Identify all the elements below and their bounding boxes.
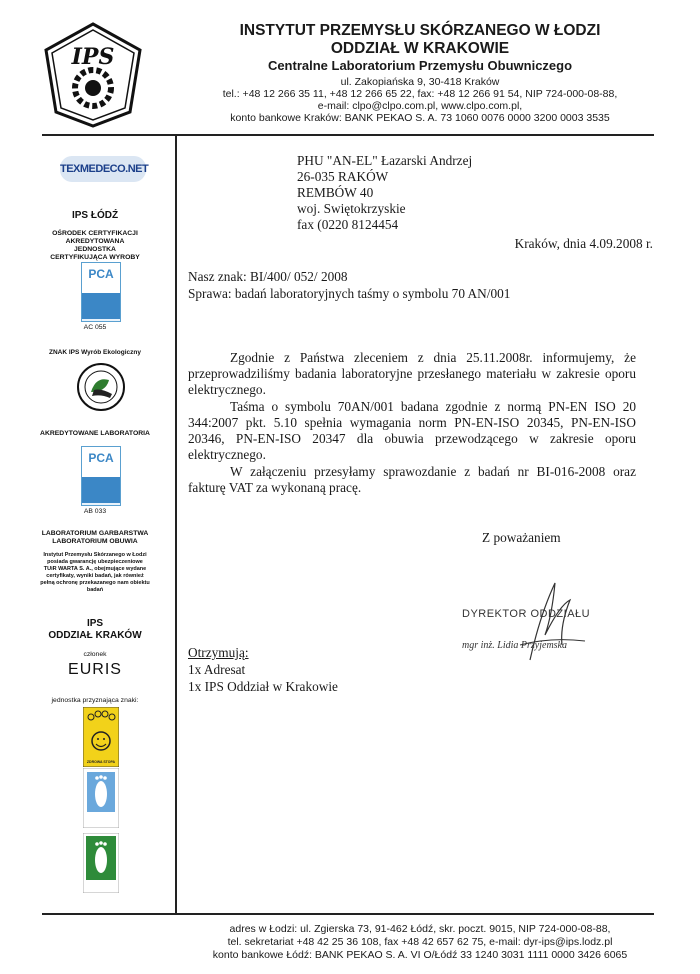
reference-number: Nasz znak: BI/400/ 052/ 2008 (188, 269, 348, 284)
footer-bank: konto bankowe Łódź: BANK PEKAO S. A. VI O/Łódź 33 1240 3031 1111 0000 3426 6065 (212, 949, 628, 961)
lab-garbarstwa-label: LABORATORIUM GARBARSTWA LABORATORIUM OBUWIA (41, 530, 149, 545)
header-address: ul. Zakopiańska 9, 30-418 Kraków (340, 76, 500, 88)
svg-text:IPS: IPS (71, 44, 115, 70)
pca-ac-code: AC 055 (83, 324, 107, 331)
recipient-line: fax (0220 8124454 (297, 217, 399, 232)
stamp-title: DYREKTOR ODDZIAŁU (462, 608, 591, 620)
paragraph-3: W załączeniu przesyłamy sprawozdanie z badań nr BI-016-2008 oraz fakturę VAT za wykonaną pracę. (188, 464, 636, 495)
insurance-note: Instytut Przemysłu Skórzanego w Łodzi posiada gwarancję ubezpieczeniowe TUiR WARTA S. A., obejmujące wydane certyfikaty, wyniki badań, jak również pełną ochronę przekazanego nam obiektu badań (40, 552, 150, 593)
foot-sign-green (83, 833, 119, 893)
closing: Z poważaniem (482, 530, 561, 545)
pca-ac-badge: PCA (81, 262, 121, 322)
healthy-foot-sign (83, 707, 119, 767)
euris-logo: EURIS (68, 661, 122, 678)
lab-name: Centralne Laboratorium Przemysłu Obuwniczego (267, 58, 573, 73)
signs-label: jednostka przyznająca znaki: (51, 697, 139, 704)
recipient-copy-1: 1x Adresat (188, 662, 246, 677)
institute-name: INSTYTUT PRZEMYSŁU SKÓRZANEGO W ŁODZI (239, 22, 601, 39)
recipient-line: woj. Swiętokrzyskie (297, 201, 406, 216)
subject-line: Sprawa: badań laboratoryjnych taśmy o symbolu 70 AN/001 (188, 286, 511, 301)
recipients-label: Otrzymują: (188, 645, 249, 660)
recipient-copy-2: 1x IPS Oddział w Krakowie (188, 679, 338, 694)
ips-lodz-label: IPS ŁÓDŹ (71, 210, 119, 221)
footer-address: adres w Łodzi: ul. Zgierska 73, 91-462 Łódź, skr. poczt. 9015, NIP 724-000-08-88, (229, 923, 611, 935)
accredited-labs-label: AKREDYTOWANE LABORATORIA (40, 430, 150, 437)
eco-label: ZNAK IPS Wyrób Ekologiczny (49, 349, 141, 356)
header-rule (42, 134, 654, 136)
recipient-line: REMBÓW 40 (297, 185, 374, 200)
ips-krakow-label: ODDZIAŁ KRAKÓW (48, 630, 142, 641)
stamp-name: mgr inż. Lidia Przyjemska (462, 640, 567, 651)
svg-text:ZDROWA STOPA: ZDROWA STOPA (86, 760, 116, 764)
recipient-line: 26-035 RAKÓW (297, 169, 389, 184)
branch-name: ODDZIAŁ W KRAKOWIE (330, 40, 510, 57)
letter-date: Kraków, dnia 4.09.2008 r. (514, 236, 653, 251)
handwritten-signature (500, 575, 590, 665)
eco-product-seal (76, 362, 126, 412)
sidebar-divider (175, 135, 177, 913)
texmedeco-logo: TEXMEDECO.NET (60, 156, 146, 182)
pca-ab-code: AB 033 (83, 508, 107, 515)
footer-contact: tel. sekretariat +48 42 25 36 108, fax +48 42 657 62 75, e-mail: dyr-ips@ips.lodz.pl (227, 936, 613, 948)
paragraph-1: Zgodnie z Państwa zleceniem z dnia 25.11.2008r. informujemy, że przeprowadziliśmy badania laboratoryjne przesłanego materiału w zakresie oporu elektrycznego. (188, 350, 636, 397)
pca-ab-badge: PCA (81, 446, 121, 506)
header-bank: konto bankowe Kraków: BANK PEKAO S. A. 73 1060 0076 0000 3200 0003 3535 (230, 112, 610, 124)
header-phones: tel.: +48 12 266 35 11, +48 12 266 65 22, fax: +48 12 266 91 54, NIP 724-000-08-88, (222, 88, 618, 100)
footer-rule (42, 913, 654, 915)
recipient-address (297, 153, 597, 233)
certification-label: OŚRODEK CERTYFIKACJI AKREDYTOWANA JEDNOSTKA CERTYFIKUJĄCA WYROBY (50, 230, 140, 261)
paragraph-2: Taśma o symbolu 70AN/001 badana zgodnie z normą PN-EN ISO 20 344:2007 pkt. 5.10 spełnia wymagania norm PN-EN-ISO 20345, PN-EN-ISO 20346, PN-EN-ISO 20347 dla obuwia przewodzącego w zakresie oporu elektrycznego. (188, 399, 636, 462)
ips-logo (38, 20, 148, 130)
ips-label: IPS (86, 618, 104, 629)
recipient-line: PHU "AN-EL" Łazarski Andrzej (297, 153, 473, 168)
header-email: e-mail: clpo@clpo.com.pl, www.clpo.com.pl, (317, 100, 523, 112)
member-label: członek (83, 651, 107, 658)
foot-sign-blue (83, 768, 119, 828)
